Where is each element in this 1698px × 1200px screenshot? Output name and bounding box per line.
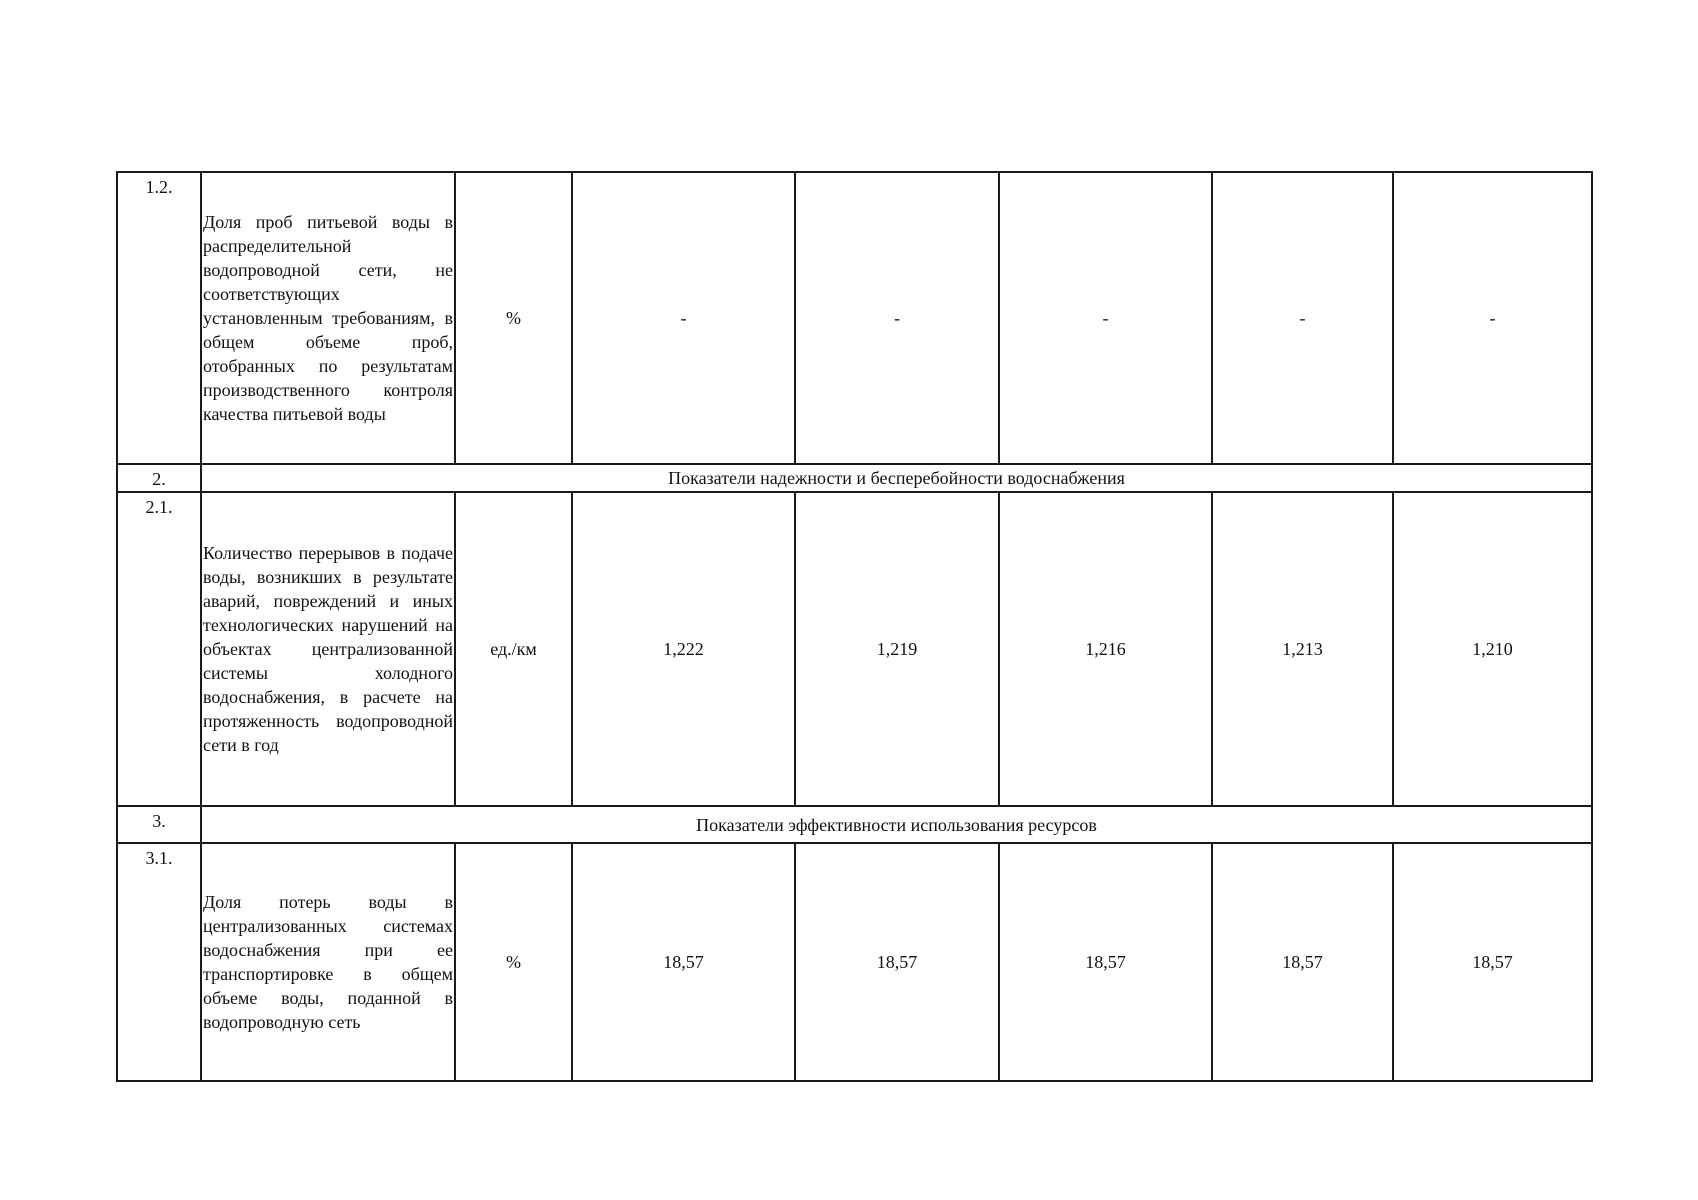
value-cell: 1,222 [572,492,795,806]
indicator-description: Доля проб питьевой воды в распределительной водопроводной сети, не соответствующих установленным требованиям, в общем объеме проб, отобранных по результатам производственного контроля качества питьевой воды [201,172,455,464]
section-title: Показатели надежности и бесперебойности водоснабжения [201,464,1592,492]
value-cell: 1,213 [1212,492,1393,806]
value-cell: 1,219 [795,492,999,806]
section-row-2 [117,464,1592,492]
value-cell: 18,57 [999,843,1212,1081]
section-title: Показатели эффективности использования ресурсов [201,806,1592,843]
table-row-1-2 [117,172,1592,464]
indicator-description: Количество перерывов в подаче воды, возникших в результате аварий, повреждений и иных технологических нарушений на объектах централизованной системы холодного водоснабжения, в расчете на протяженность водопроводной сети в год [201,492,455,806]
unit-cell: % [455,172,572,464]
value-cell: 18,57 [1212,843,1393,1081]
row-number: 1.2. [117,172,201,464]
value-cell: - [999,172,1212,464]
value-cell: - [1212,172,1393,464]
indicators-table [116,171,1593,1082]
indicator-description: Доля потерь воды в централизованных системах водоснабжения при ее транспортировке в общем объеме воды, поданной в водопроводную сеть [201,843,455,1081]
table-row-3-1 [117,843,1592,1081]
row-number: 3.1. [117,843,201,1081]
value-cell: - [572,172,795,464]
section-number: 2. [117,464,201,492]
value-cell: 1,216 [999,492,1212,806]
unit-cell: ед./км [455,492,572,806]
row-number: 2.1. [117,492,201,806]
value-cell: - [795,172,999,464]
table-row-2-1 [117,492,1592,806]
value-cell: 18,57 [795,843,999,1081]
section-row-3 [117,806,1592,843]
unit-cell: % [455,843,572,1081]
value-cell: 18,57 [1393,843,1592,1081]
value-cell: 18,57 [572,843,795,1081]
section-number: 3. [117,806,201,843]
value-cell: 1,210 [1393,492,1592,806]
value-cell: - [1393,172,1592,464]
